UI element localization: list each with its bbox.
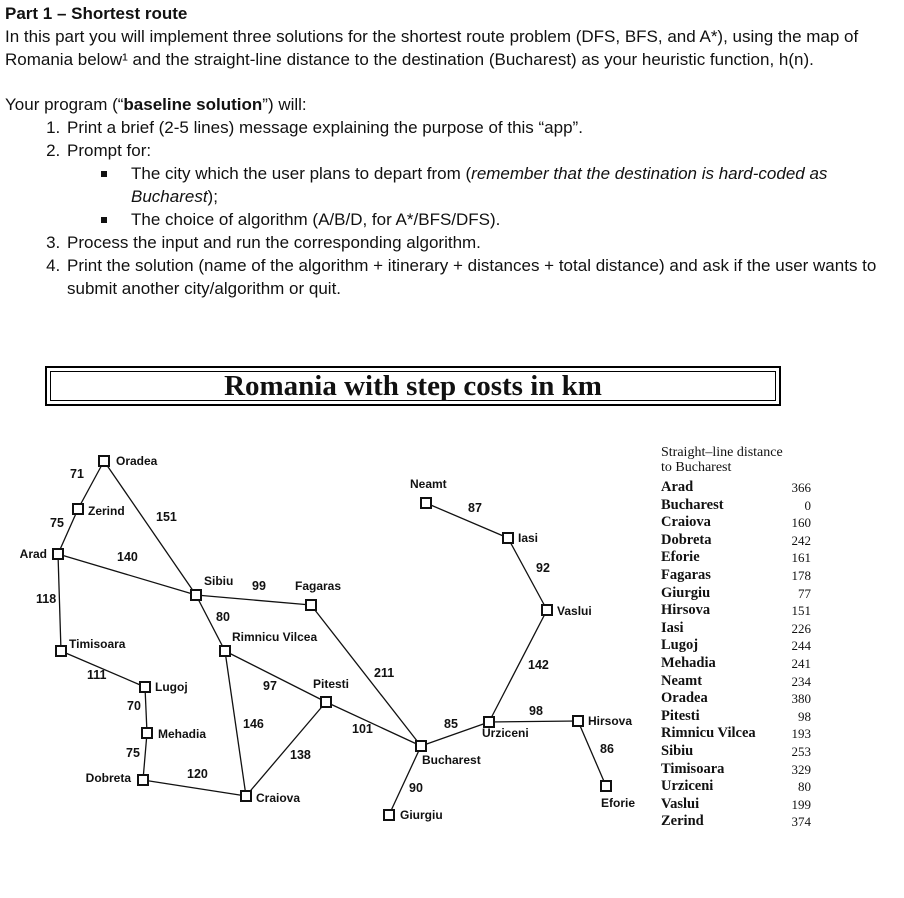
- step-3: 3. Process the input and run the corresponding algorithm.: [65, 231, 895, 254]
- map-title: Romania with step costs in km: [224, 370, 602, 402]
- sld-row: [661, 585, 811, 603]
- sld-row: [661, 532, 811, 550]
- sld-city: Oradea: [661, 690, 708, 707]
- sld-row: [661, 813, 811, 831]
- sld-city: Dobreta: [661, 531, 712, 548]
- city-node-giurgiu: [384, 810, 394, 820]
- cost-craiova-pitesti: 138: [290, 748, 311, 762]
- city-node-bucharest: [416, 741, 426, 751]
- sld-distance: 160: [791, 515, 811, 531]
- sld-city: Hirsova: [661, 602, 711, 619]
- cost-rimnicu-pitesti: 97: [263, 679, 277, 693]
- cost-urziceni-hirsova: 98: [529, 704, 543, 718]
- sld-distance: 244: [791, 638, 811, 654]
- city-node-oradea: [99, 456, 109, 466]
- sld-distance: 161: [791, 550, 811, 566]
- city-node-craiova: [241, 791, 251, 801]
- sld-distance: 0: [804, 497, 811, 513]
- program-prefix: Your program (“: [5, 95, 124, 114]
- road-pitesti-bucharest: [326, 702, 421, 746]
- sld-row: [661, 514, 811, 532]
- steps-list: [5, 116, 895, 300]
- program-suffix: ”) will:: [262, 95, 307, 114]
- city-node-vaslui: [542, 605, 552, 615]
- cost-mehadia-dobreta: 75: [126, 746, 140, 760]
- road-urziceni-hirsova: [489, 721, 578, 722]
- sld-distance: 80: [798, 779, 811, 795]
- sld-city: Sibiu: [661, 742, 694, 759]
- road-oradea-sibiu: [104, 461, 196, 595]
- sld-city: Giurgiu: [661, 584, 711, 601]
- baseline-solution-term: baseline solution: [123, 95, 263, 114]
- city-node-neamt: [421, 498, 431, 508]
- sld-row: [661, 743, 811, 761]
- city-node-mehadia: [142, 728, 152, 738]
- sld-row: [661, 549, 811, 567]
- sld-header-line2: to Bucharest: [661, 460, 732, 475]
- sld-city: Bucharest: [661, 496, 724, 513]
- city-label-timisoara: Timisoara: [69, 637, 126, 651]
- sld-header-line1: Straight–line distance: [661, 445, 783, 460]
- city-label-lugoj: Lugoj: [155, 680, 188, 694]
- city-node-arad: [53, 549, 63, 559]
- straight-line-distance-table: [661, 445, 811, 831]
- cost-oradea-zerind: 71: [70, 467, 84, 481]
- city-label-sibiu: Sibiu: [204, 574, 234, 588]
- sld-row: [661, 479, 811, 497]
- city-label-arad: Arad: [19, 547, 47, 561]
- sld-city: Pitesti: [661, 707, 700, 724]
- city-label-hirsova: Hirsova: [588, 714, 633, 728]
- sld-row: [661, 637, 811, 655]
- cost-arad-sibiu: 140: [117, 550, 138, 564]
- cost-hirsova-eforie: 86: [600, 742, 614, 756]
- road-rimnicu-pitesti: [225, 651, 326, 702]
- sld-row: [661, 708, 811, 726]
- step-2: [65, 139, 895, 231]
- city-label-dobreta: Dobreta: [85, 771, 131, 785]
- cost-iasi-neamt: 87: [468, 501, 482, 515]
- sld-distance: 380: [791, 691, 811, 707]
- step-2-text: Prompt for:: [67, 141, 152, 160]
- cost-lugoj-mehadia: 70: [127, 699, 141, 713]
- city-label-craiova: Craiova: [256, 791, 301, 805]
- city-label-mehadia: Mehadia: [158, 727, 207, 741]
- city-label-giurgiu: Giurgiu: [400, 808, 443, 822]
- city-node-timisoara: [56, 646, 66, 656]
- city-label-eforie: Eforie: [601, 796, 636, 810]
- prompt-list: [67, 162, 895, 231]
- city-node-hirsova: [573, 716, 583, 726]
- cost-rimnicu-craiova: 146: [243, 717, 264, 731]
- sld-city: Vaslui: [661, 795, 700, 812]
- assignment-text: [5, 2, 895, 300]
- cost-timisoara-lugoj: 111: [87, 668, 107, 682]
- sld-distance: 178: [791, 567, 811, 583]
- sld-city: Eforie: [661, 549, 700, 566]
- city-label-bucharest: Bucharest: [422, 753, 481, 767]
- road-lugoj-mehadia: [145, 687, 147, 733]
- cost-dobreta-craiova: 120: [187, 767, 208, 781]
- sld-city: Lugoj: [661, 637, 699, 654]
- sld-row: [661, 620, 811, 638]
- city-label-zerind: Zerind: [88, 504, 125, 518]
- sld-distance: 199: [791, 796, 811, 812]
- cost-zerind-arad: 75: [50, 516, 64, 530]
- cost-urziceni-vaslui: 142: [528, 658, 549, 672]
- sld-distance: 242: [791, 532, 811, 548]
- sld-distance: 234: [791, 673, 811, 689]
- cost-vaslui-iasi: 92: [536, 561, 550, 575]
- romania-map: [0, 430, 660, 860]
- cost-fagaras-bucharest: 211: [374, 666, 395, 680]
- city-label-iasi: Iasi: [518, 531, 539, 545]
- sld-city: Craiova: [661, 514, 711, 531]
- sld-row: [661, 761, 811, 779]
- sld-row: [661, 796, 811, 814]
- sld-distance: 226: [791, 620, 811, 636]
- road-sibiu-fagaras: [196, 595, 311, 605]
- sld-row: [661, 778, 811, 796]
- sld-row: [661, 602, 811, 620]
- step-4: 4. Print the solution (name of the algorithm + itinerary + distances + total distance) and ask if the user wants to submit another city/algorithm or quit.: [65, 254, 895, 300]
- sld-distance: 241: [791, 655, 811, 671]
- prompt-departure-end: );: [207, 187, 218, 206]
- step-1: 1. Print a brief (2-5 lines) message explaining the purpose of this “app”.: [65, 116, 895, 139]
- city-node-pitesti: [321, 697, 331, 707]
- sld-distance: 98: [798, 708, 811, 724]
- city-label-neamt: Neamt: [410, 477, 447, 491]
- sld-city: Rimnicu Vilcea: [661, 725, 756, 742]
- city-label-rimnicu: Rimnicu Vilcea: [232, 630, 318, 644]
- sld-city: Urziceni: [661, 778, 714, 795]
- city-node-fagaras: [306, 600, 316, 610]
- sld-distance: 151: [791, 603, 811, 619]
- sld-distance: 374: [791, 814, 811, 830]
- city-label-urziceni: Urziceni: [482, 726, 529, 740]
- sld-row: [661, 725, 811, 743]
- sld-row: [661, 690, 811, 708]
- sld-city: Fagaras: [661, 566, 711, 583]
- road-mehadia-dobreta: [143, 733, 147, 780]
- intro-paragraph: In this part you will implement three solutions for the shortest route problem (DFS, BFS, and A*), using the map of Romania below¹ and the straight-line distance to the destination (Bucharest) as your heuristic function, h(n).: [5, 27, 859, 69]
- city-node-sibiu: [191, 590, 201, 600]
- cost-sibiu-rimnicu: 80: [216, 610, 230, 624]
- city-node-dobreta: [138, 775, 148, 785]
- cost-sibiu-fagaras: 99: [252, 579, 266, 593]
- road-dobreta-craiova: [143, 780, 246, 796]
- sld-row: [661, 567, 811, 585]
- road-iasi-neamt: [426, 503, 508, 538]
- sld-row: [661, 655, 811, 673]
- prompt-departure-note: remember that the destination is hard-coded as Bucharest: [131, 164, 828, 206]
- prompt-departure-text: The city which the user plans to depart from (: [131, 164, 472, 183]
- city-label-fagaras: Fagaras: [295, 579, 342, 593]
- cost-bucharest-giurgiu: 90: [409, 781, 423, 795]
- section-heading: Part 1 – Shortest route: [5, 4, 188, 23]
- prompt-algorithm: The choice of algorithm (A/B/D, for A*/BFS/DFS).: [131, 208, 895, 231]
- sld-city: Iasi: [661, 619, 684, 636]
- sld-city: Timisoara: [661, 760, 725, 777]
- sld-distance: 329: [791, 761, 811, 777]
- city-label-pitesti: Pitesti: [313, 677, 350, 691]
- cost-bucharest-urziceni: 85: [444, 717, 458, 731]
- cost-arad-timisoara: 118: [36, 592, 57, 606]
- city-label-oradea: Oradea: [116, 454, 158, 468]
- road-arad-timisoara: [58, 554, 61, 651]
- sld-city: Neamt: [661, 672, 703, 689]
- sld-city: Zerind: [661, 813, 704, 830]
- cost-pitesti-bucharest: 101: [352, 722, 373, 736]
- city-node-lugoj: [140, 682, 150, 692]
- city-node-rimnicu: [220, 646, 230, 656]
- city-node-iasi: [503, 533, 513, 543]
- sld-city: Arad: [661, 479, 694, 495]
- map-title-box: [45, 366, 781, 406]
- city-node-eforie: [601, 781, 611, 791]
- sld-row: [661, 497, 811, 515]
- sld-distance: 193: [791, 726, 811, 742]
- sld-row: [661, 673, 811, 691]
- sld-distance: 77: [798, 585, 811, 601]
- cost-oradea-sibiu: 151: [156, 510, 177, 524]
- city-label-vaslui: Vaslui: [557, 604, 592, 618]
- program-lead: [5, 93, 895, 116]
- sld-distance: 253: [791, 743, 811, 759]
- sld-distance: 366: [791, 480, 811, 495]
- prompt-departure: [131, 162, 895, 208]
- sld-city: Mehadia: [661, 654, 716, 671]
- city-node-zerind: [73, 504, 83, 514]
